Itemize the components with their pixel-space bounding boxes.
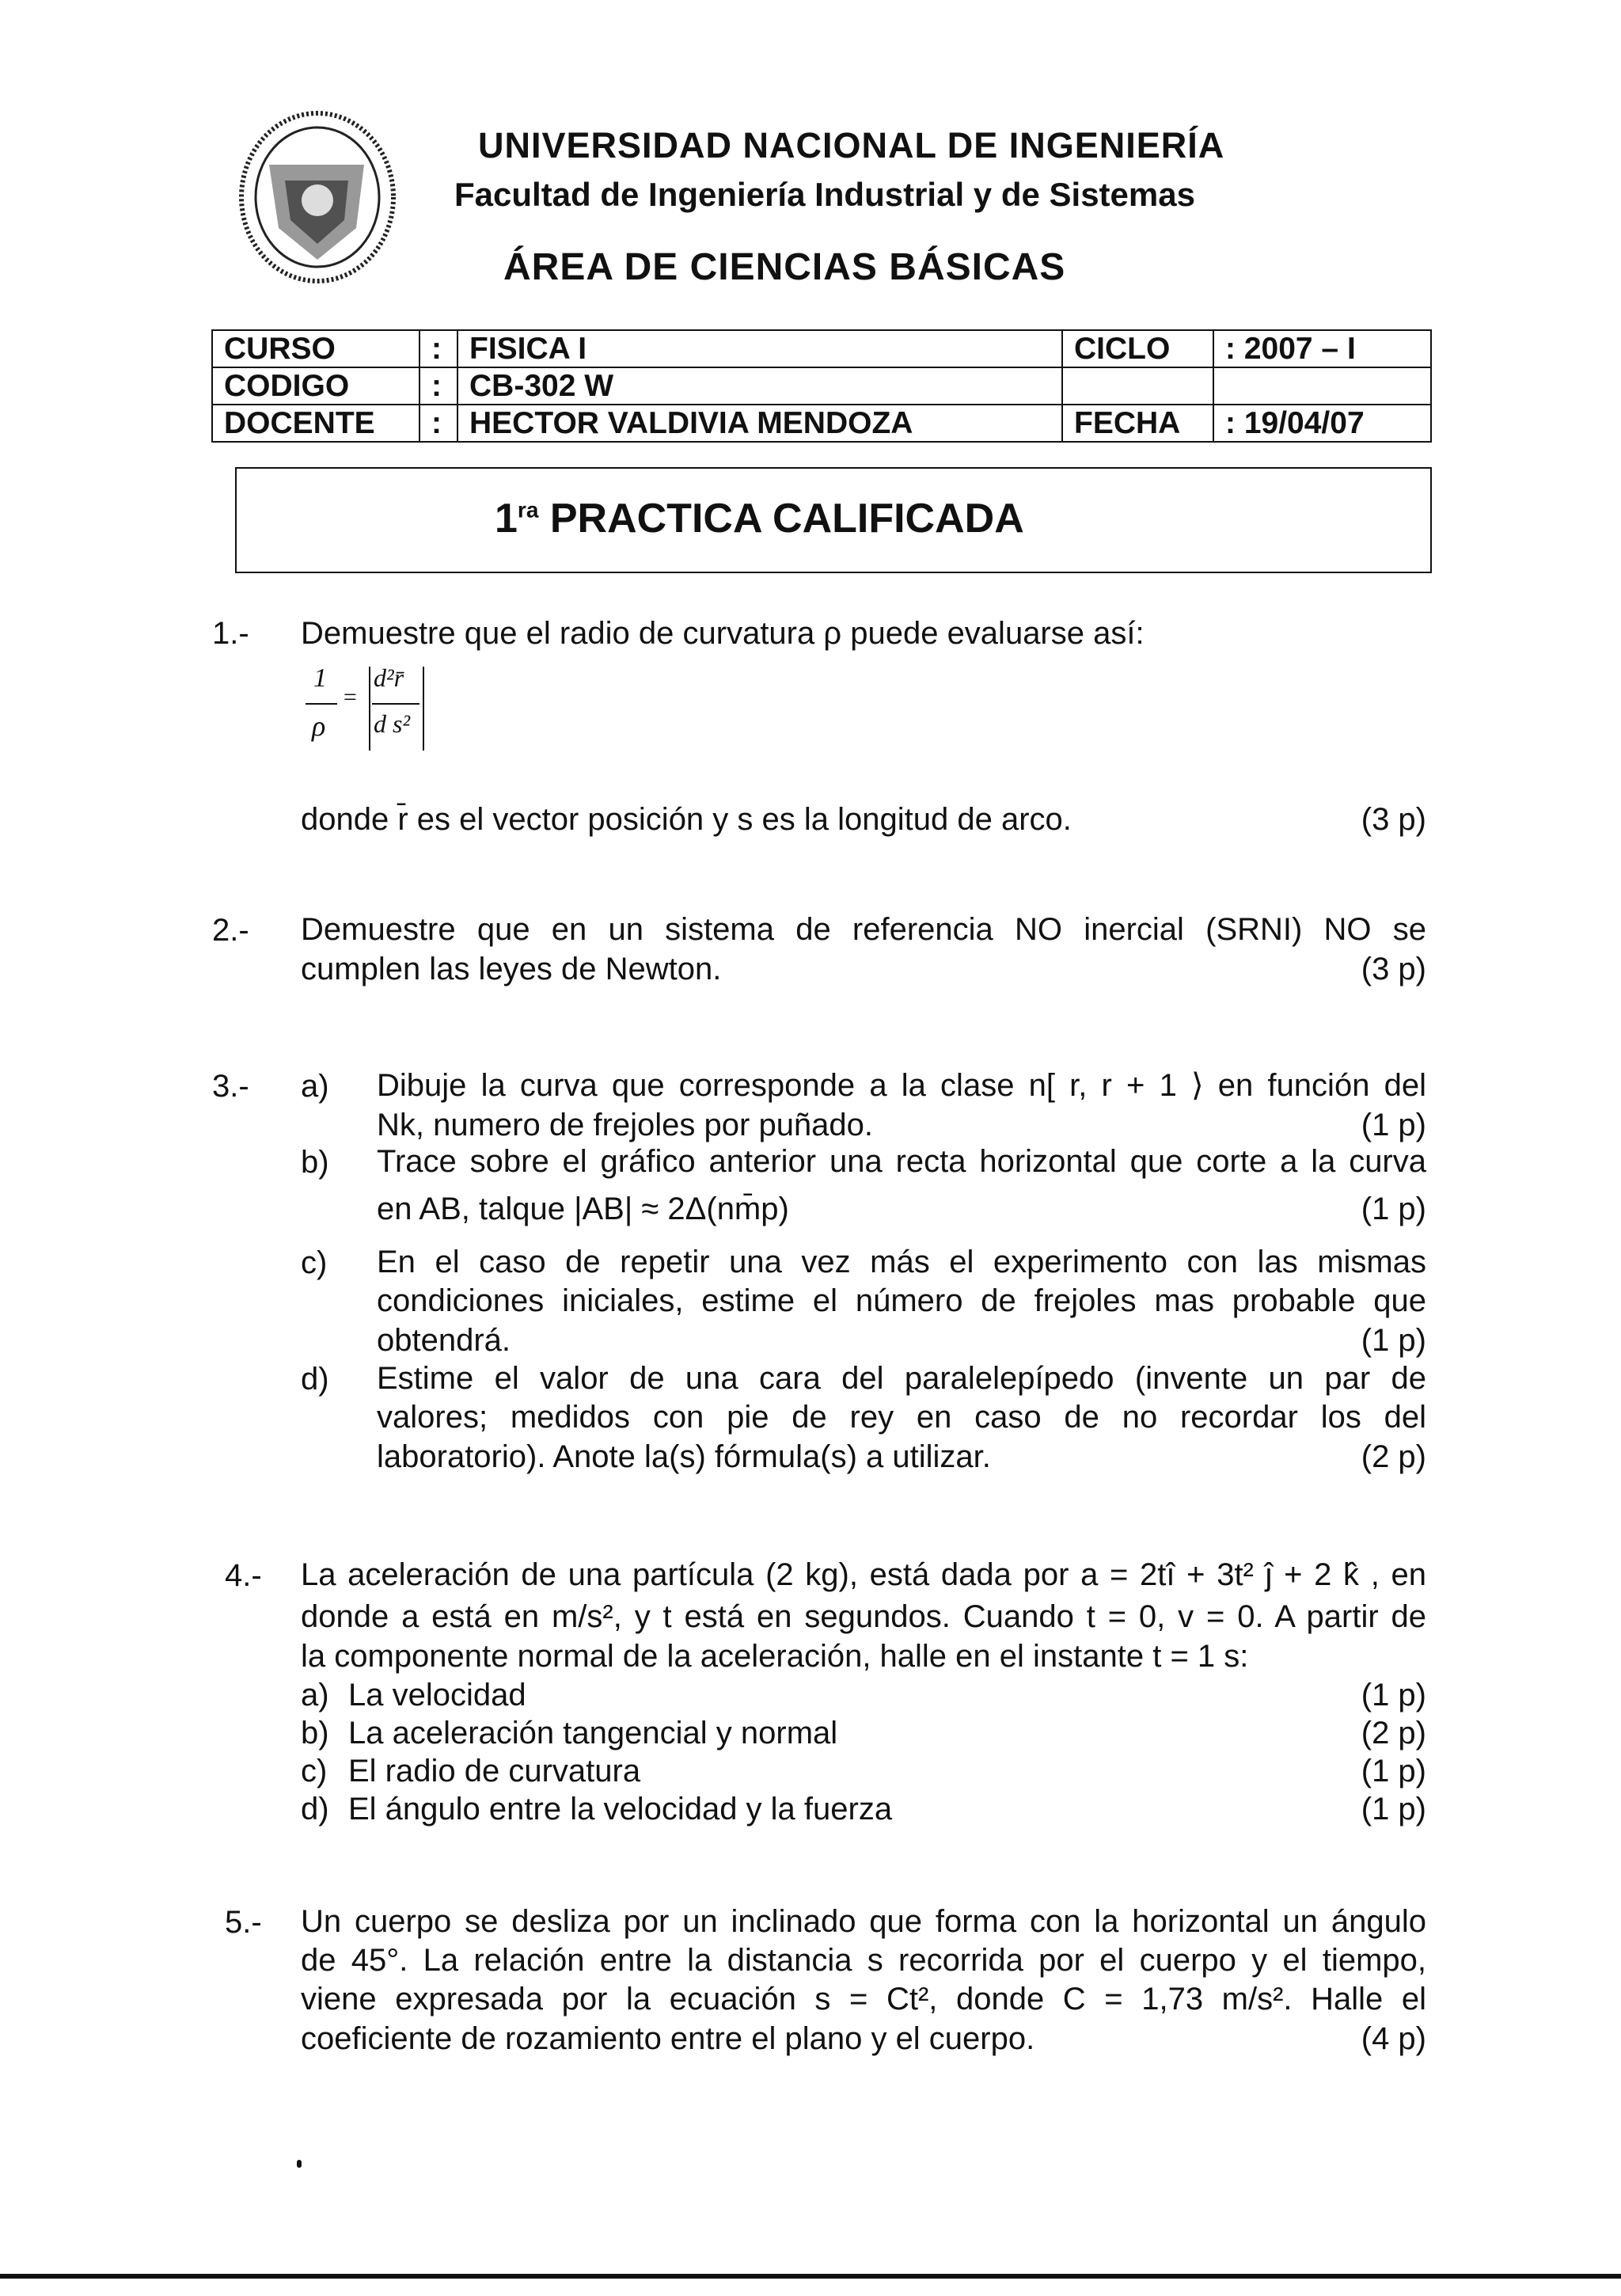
q5-points: (4 p) [1361, 2021, 1426, 2056]
formula-lhs-num: 1 [313, 663, 327, 693]
formula-lhs-den: ρ [312, 710, 326, 742]
q4-line1: La aceleración de una partícula (2 kg), está dada por a = 2tî + 3t² ĵ + 2 k̂ , en [301, 1557, 1426, 1592]
curso-label: CURSO [212, 330, 419, 367]
q3d-line2: valores; medidos con pie de rey en caso de no recordar los del [377, 1400, 1426, 1435]
codigo-value: CB-302 W [457, 367, 1062, 405]
q4b-points: (2 p) [1361, 1716, 1426, 1751]
colon: : [419, 405, 457, 442]
exam-title [495, 495, 1024, 542]
q4d-letter: d) [301, 1792, 329, 1827]
q4a-letter: a) [301, 1678, 329, 1712]
q3c-line3: obtendrá. [377, 1323, 511, 1358]
university-seal-logo [237, 109, 397, 285]
q4b-letter: b) [301, 1716, 329, 1751]
q4-line3: la componente normal de la aceleración, halle en el instante t = 1 s: [301, 1639, 1249, 1674]
q1-text: Demuestre que el radio de curvatura ρ puede evaluarse así: [301, 616, 1145, 651]
ciclo-label: CICLO [1062, 330, 1213, 367]
faculty-name: Facultad de Ingeniería Industrial y de Sistemas [454, 176, 1195, 213]
q2-number: 2.- [212, 913, 249, 948]
q3c-line1: En el caso de repetir una vez más el experimento con las mismas [377, 1245, 1426, 1279]
q5-line3: viene expresada por la ecuación s = Ct², donde C = 1,73 m/s². Halle el [301, 1982, 1426, 2017]
formula-abs-left [369, 667, 370, 751]
q3b-line2: en AB, talque |AB| ≈ 2Δ(nm̄p) [377, 1192, 789, 1226]
empty-cell [1213, 367, 1431, 405]
q4d-points: (1 p) [1361, 1792, 1426, 1827]
formula-equals: = [342, 684, 359, 710]
course-info-table [211, 329, 1432, 443]
formula-lhs-bar [306, 703, 337, 705]
q3d-line3: laboratorio). Anote la(s) fórmula(s) a utilizar. [377, 1439, 991, 1474]
curvature-formula [301, 663, 459, 758]
q5-line4: coeficiente de rozamiento entre el plano y el cuerpo. [301, 2021, 1035, 2056]
q3d-line1: Estime el valor de una cara del paralelepípedo (invente un par de [377, 1361, 1426, 1396]
title-number: 1 [495, 496, 518, 542]
q1-points: (3 p) [1361, 802, 1426, 837]
q3a-letter: a) [301, 1069, 329, 1104]
teacher-row [212, 405, 1431, 442]
ink-dot [297, 2160, 302, 2168]
course-row [212, 330, 1431, 367]
q3a-line1: Dibuje la curva que corresponde a la clase n[ r, r + 1 ⟩ en función del [377, 1068, 1426, 1103]
q4c-text: El radio de curvatura [348, 1754, 641, 1789]
empty-cell [1062, 367, 1213, 405]
q4c-letter: c) [301, 1754, 328, 1789]
q1-note: donde r̄ es el vector posición y s es la longitud de arco. [301, 802, 1072, 837]
code-row [212, 367, 1431, 405]
q4d-text: El ángulo entre la velocidad y la fuerza [348, 1792, 893, 1827]
q1-number: 1.- [212, 616, 249, 651]
formula-abs-right [423, 667, 424, 751]
title-superscript: ra [517, 497, 539, 523]
docente-value: HECTOR VALDIVIA MENDOZA [457, 405, 1062, 442]
q5-line1: Un cuerpo se desliza por un inclinado que forma con la horizontal un ángulo [301, 1904, 1426, 1939]
q3d-letter: d) [301, 1362, 329, 1397]
q4b-text: La aceleración tangencial y normal [348, 1716, 838, 1751]
curso-value: FISICA I [457, 330, 1062, 367]
q3b-points: (1 p) [1361, 1192, 1426, 1226]
q4-number: 4.- [225, 1558, 262, 1593]
q3c-line2: condiciones iniciales, estime el número de frejoles mas probable que [377, 1283, 1426, 1318]
q3c-points: (1 p) [1361, 1323, 1426, 1358]
title-text: PRACTICA CALIFICADA [538, 496, 1024, 542]
bottom-rule [0, 2274, 1621, 2279]
fecha-label: FECHA [1062, 405, 1213, 442]
docente-label: DOCENTE [212, 405, 419, 442]
q3d-points: (2 p) [1361, 1439, 1426, 1474]
q5-number: 5.- [225, 1905, 262, 1940]
ciclo-value: : 2007 – I [1213, 330, 1431, 367]
codigo-label: CODIGO [212, 367, 419, 405]
q2-points: (3 p) [1361, 952, 1426, 986]
colon: : [419, 367, 457, 405]
university-name: UNIVERSIDAD NACIONAL DE INGENIERÍA [478, 125, 1225, 165]
colon: : [419, 330, 457, 367]
q3a-points: (1 p) [1361, 1108, 1426, 1142]
q2-line2: cumplen las leyes de Newton. [301, 952, 722, 986]
q4a-text: La velocidad [348, 1678, 526, 1712]
q3b-letter: b) [301, 1145, 329, 1180]
area-title: ÁREA DE CIENCIAS BÁSICAS [503, 246, 1066, 288]
q2-line1: Demuestre que en un sistema de referencia NO inercial (SRNI) NO se [301, 912, 1426, 947]
q4a-points: (1 p) [1361, 1678, 1426, 1712]
q3b-line1: Trace sobre el gráfico anterior una recta horizontal que corte a la curva [377, 1144, 1426, 1179]
fecha-value: : 19/04/07 [1213, 405, 1431, 442]
formula-rhs-num: d²r̄ [374, 663, 404, 692]
formula-rhs-bar [372, 703, 419, 705]
q3-number: 3.- [212, 1069, 249, 1104]
q3c-letter: c) [301, 1245, 328, 1280]
formula-rhs-den: d s² [374, 709, 411, 738]
q5-line2: de 45°. La relación entre la distancia s recorrida por el cuerpo y el tiempo, [301, 1943, 1426, 1978]
q4-line2: donde a está en m/s², y t está en segundos. Cuando t = 0, v = 0. A partir de [301, 1599, 1426, 1634]
q3a-line2: Nk, numero de frejoles por puñado. [377, 1108, 874, 1142]
q4c-points: (1 p) [1361, 1754, 1426, 1789]
